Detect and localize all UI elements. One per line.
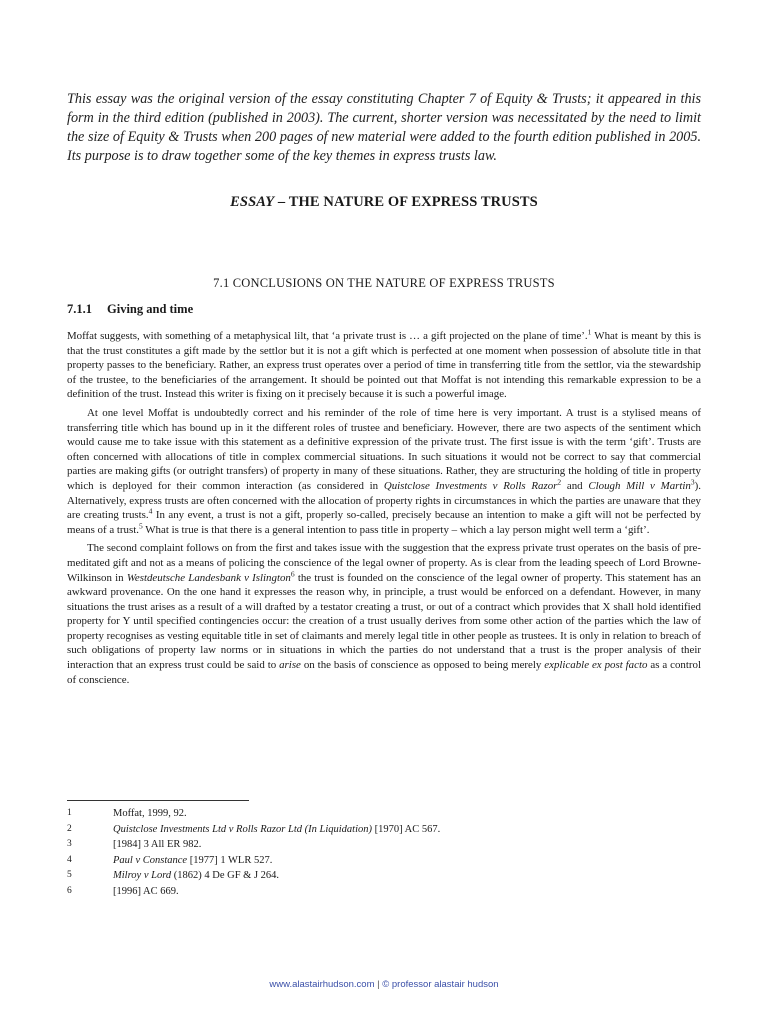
footnote-number: 4 <box>67 854 72 865</box>
paragraph-text: the trust is founded on the conscience of the legal owner of property. This statement has an awkward provenance. On the one hand it expresses the reason why, in principle, a trust would be enforced on a defendant. However, in many situations the trust arises as a result of a will drafted by a testator creating a trust, or out of a contract which provides that X shall hold identified property for Y until specified contingencies occur: the creation of a trust usually derives from some other action of the parties which the law of property recognises as vesting equitable title in set of claimants and merely legal title in other people as trustees. It is only in relation to breach of such obligations of property law norms or in situations in which the parties do not understand that a trust is the proper analysis of their interaction that an express trust could be said to <box>67 571 701 672</box>
footnote-text: Quistclose Investments Ltd v Rolls Razor Ltd (In Liquidation) [1970] AC 567. <box>113 823 441 835</box>
footnote-ref-5[interactable]: 5 <box>138 521 143 531</box>
emphasis-text: explicable ex post facto <box>544 659 648 672</box>
paragraph-text: as a control of conscience. <box>67 659 701 686</box>
paragraph-text: on the basis of conscience as opposed to being merely <box>300 659 545 672</box>
footnote-item <box>67 839 701 855</box>
section-heading: 7.1 CONCLUSIONS ON THE NATURE OF EXPRESS TRUSTS <box>213 276 555 290</box>
website-link[interactable]: www.alastairhudson.com <box>269 979 375 990</box>
paragraph-2 <box>67 406 701 537</box>
paragraph-text: ). Alternatively, express trusts are often concerned with the allocation of property rights in circumstances in which the parties are unaware that they are creating trusts. <box>67 479 701 522</box>
footnote-item <box>67 886 701 902</box>
footnote-text: Moffat, 1999, 92. <box>113 808 187 819</box>
footnote-ref-6[interactable]: 6 <box>290 568 295 578</box>
paragraph-1 <box>67 329 701 402</box>
footnote-number: 3 <box>67 839 72 850</box>
footnote-divider <box>67 800 249 801</box>
paragraph-text: At one level Moffat is undoubtedly correct and his reminder of the role of time here is very important. A trust is a stylised means of transferring title which has bound up in it the different roles of trustee and beneficiary. However, there are two aspects of the sentiment which would cause me to take issue with this statement as a definitive expression of the private trust. The first issue is with the term ‘gift’. Trusts are often concerned with allocations of title in complex commercial situations. In such situations it would not be correct to say that commercial parties are making gifts (or outright transfers) of property in many of these situations. Rather, they are structuring the holding of title in property which is deployed for their common interaction (as considered in <box>67 406 701 492</box>
essay-label: ESSAY <box>230 194 275 210</box>
footnote-ref-3[interactable]: 3 <box>690 477 695 487</box>
footnote-item <box>67 870 701 886</box>
body-text <box>67 329 701 691</box>
footnote-number: 5 <box>67 870 72 881</box>
emphasis-text: arise <box>279 659 301 672</box>
paragraph-text: and <box>561 479 589 492</box>
essay-title <box>67 194 701 211</box>
footnote-item <box>67 824 701 840</box>
footnote-number: 6 <box>67 885 72 896</box>
footnote-number: 1 <box>67 808 72 818</box>
footnote-text: [1996] AC 669. <box>113 885 179 897</box>
paragraph-text: In any event, a trust is not a gift, properly so-called, precisely because an intention to make a gift will not be perfected by means of a trust. <box>67 509 701 536</box>
intro-paragraph: This essay was the original version of the essay constituting Chapter 7 of Equity & Trusts; it appeared in this form in the third edition (published in 2003). The current, shorter version was necessitated by the need to limit the size of Equity & Trusts when 200 pages of new material were added to the fourth edition published in 2005. Its purpose is to draw together some of the key themes in express trusts law. <box>67 91 701 164</box>
footnote-text: Milroy v Lord (1862) 4 De GF & J 264. <box>113 870 280 882</box>
paragraph-text: What is meant by this is that the trust constitutes a gift made by the settlor but it is not a gift which is perfected at one moment when possession of absolute title in that property passes to the beneficiary. Rather, an express trust operates over a period of time in transferring title from the settlor, via the stewardship of the trustee, to the beneficiaries of the arrangement. It should be pointed out that Moffat is not intending this remarkable expression to be a definition of the trust. Instead this writer is fixing on it precisely because it is such a powerful image. <box>67 330 701 401</box>
subsection-title: Giving and time <box>107 302 194 316</box>
subsection-heading <box>67 302 193 317</box>
paragraph-3 <box>67 541 701 687</box>
footnote-item <box>67 855 701 871</box>
copyright-text: © professor alastair hudson <box>382 979 499 990</box>
essay-title-text: THE NATURE OF EXPRESS TRUSTS <box>288 194 538 210</box>
paragraph-text: The second complaint follows on from the first and takes issue with the suggestion that the express private trust operates on the basis of pre-meditated gift and not as a means of policing the conscience of the legal owner of property. As is clear from the leading speech of Lord Browne-Wilkinson in <box>67 542 701 584</box>
subsection-number: 7.1.1 <box>67 302 92 316</box>
paragraph-text: What is true is that there is a general intention to pass title in property – which a lay person might well term a ‘gift’. <box>142 523 650 536</box>
case-citation: Quistclose Investments v Rolls Razor <box>383 479 558 492</box>
footnote-ref-1[interactable]: 1 <box>587 327 592 337</box>
footnote-ref-2[interactable]: 2 <box>557 477 562 487</box>
footnote-number: 2 <box>67 823 72 834</box>
essay-title-dash: – <box>274 194 289 210</box>
footnotes <box>67 808 701 902</box>
footnote-text: Paul v Constance [1977] 1 WLR 527. <box>113 854 273 866</box>
case-citation: Westdeutsche Landesbank v Islington <box>126 571 291 584</box>
footnote-item <box>67 808 701 824</box>
paragraph-text: Moffat suggests, with something of a metaphysical lilt, that ‘a private trust is … a gift projected on the plane of time’. <box>67 330 588 342</box>
footer-separator: | <box>377 979 380 990</box>
footnote-text: [1984] 3 All ER 982. <box>113 839 202 851</box>
page-footer <box>0 979 768 990</box>
footnote-ref-4[interactable]: 4 <box>148 506 153 516</box>
case-citation: Clough Mill v Martin <box>588 479 691 492</box>
